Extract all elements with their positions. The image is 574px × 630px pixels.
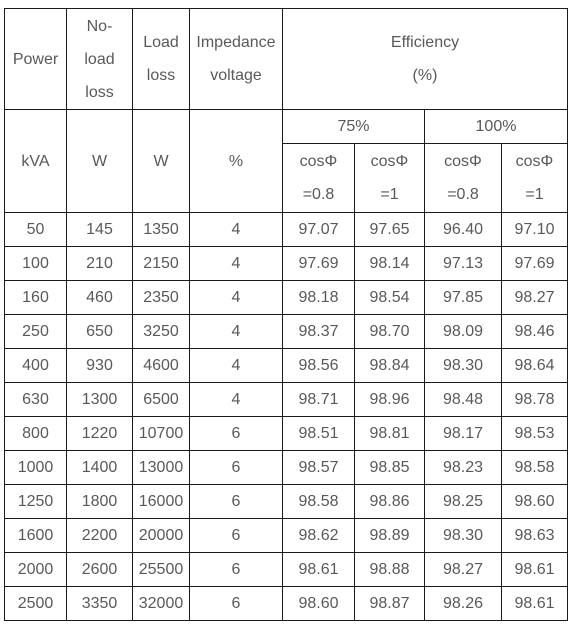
cell-eff-100-cos1: 97.10 (502, 213, 568, 247)
header-cos-08-100: cosΦ =0.8 (425, 144, 502, 213)
cell-impedance: 4 (190, 247, 283, 281)
cell-power-kva: 1250 (5, 485, 67, 519)
cell-eff-100-cos1: 97.69 (502, 247, 568, 281)
cell-eff-100-cos1: 98.61 (502, 587, 568, 621)
cell-eff-100-cos1: 98.61 (502, 553, 568, 587)
cell-noload-loss: 930 (67, 349, 133, 383)
cell-eff-75-cos1: 98.54 (355, 281, 425, 315)
header-cos-1-100: cosΦ =1 (502, 144, 568, 213)
cell-eff-75-cos1: 97.65 (355, 213, 425, 247)
cell-load-loss: 2150 (133, 247, 190, 281)
cell-load-loss: 20000 (133, 519, 190, 553)
cell-power-kva: 100 (5, 247, 67, 281)
cell-eff-100-cos1: 98.78 (502, 383, 568, 417)
cell-load-loss: 25500 (133, 553, 190, 587)
cell-load-loss: 10700 (133, 417, 190, 451)
cell-eff-100-cos1: 98.53 (502, 417, 568, 451)
cell-eff-75-cos1: 98.87 (355, 587, 425, 621)
cell-eff-100-cos08: 98.30 (425, 349, 502, 383)
cell-eff-100-cos08: 97.13 (425, 247, 502, 281)
cell-noload-loss: 460 (67, 281, 133, 315)
cell-noload-loss: 2600 (67, 553, 133, 587)
cell-impedance: 6 (190, 519, 283, 553)
cell-load-loss: 1350 (133, 213, 190, 247)
unit-load: W (133, 110, 190, 213)
cell-eff-75-cos1: 98.96 (355, 383, 425, 417)
cell-eff-75-cos08: 98.56 (283, 349, 355, 383)
cell-eff-100-cos08: 98.09 (425, 315, 502, 349)
table-row (5, 485, 568, 519)
cell-impedance: 6 (190, 417, 283, 451)
cell-power-kva: 1600 (5, 519, 67, 553)
cell-eff-100-cos08: 98.25 (425, 485, 502, 519)
header-cos-08-75: cosΦ =0.8 (283, 144, 355, 213)
cell-noload-loss: 1300 (67, 383, 133, 417)
cell-eff-100-cos08: 98.23 (425, 451, 502, 485)
cell-noload-loss: 650 (67, 315, 133, 349)
table-row (5, 417, 568, 451)
cell-eff-75-cos08: 98.58 (283, 485, 355, 519)
cell-eff-100-cos1: 98.63 (502, 519, 568, 553)
cell-power-kva: 160 (5, 281, 67, 315)
cell-load-loss: 32000 (133, 587, 190, 621)
cell-load-loss: 2350 (133, 281, 190, 315)
cell-impedance: 4 (190, 315, 283, 349)
cell-power-kva: 2000 (5, 553, 67, 587)
table-row (5, 281, 568, 315)
cell-eff-75-cos08: 97.07 (283, 213, 355, 247)
cell-eff-100-cos08: 98.30 (425, 519, 502, 553)
cell-eff-75-cos1: 98.86 (355, 485, 425, 519)
cell-impedance: 4 (190, 383, 283, 417)
transformer-spec-table-container (4, 8, 568, 621)
cell-eff-75-cos08: 97.69 (283, 247, 355, 281)
cell-eff-75-cos08: 98.71 (283, 383, 355, 417)
cell-noload-loss: 1800 (67, 485, 133, 519)
cell-power-kva: 250 (5, 315, 67, 349)
cell-eff-75-cos1: 98.84 (355, 349, 425, 383)
cell-load-loss: 3250 (133, 315, 190, 349)
cell-load-loss: 13000 (133, 451, 190, 485)
cell-eff-100-cos08: 98.48 (425, 383, 502, 417)
table-row (5, 315, 568, 349)
cell-impedance: 6 (190, 451, 283, 485)
table-row (5, 213, 568, 247)
table-row (5, 587, 568, 621)
cell-load-loss: 6500 (133, 383, 190, 417)
cell-noload-loss: 145 (67, 213, 133, 247)
cell-noload-loss: 3350 (67, 587, 133, 621)
table-row (5, 519, 568, 553)
unit-power: kVA (5, 110, 67, 213)
cell-eff-75-cos08: 98.51 (283, 417, 355, 451)
table-row (5, 553, 568, 587)
cell-eff-75-cos08: 98.37 (283, 315, 355, 349)
cell-eff-75-cos1: 98.89 (355, 519, 425, 553)
cell-impedance: 4 (190, 213, 283, 247)
cell-noload-loss: 2200 (67, 519, 133, 553)
cell-impedance: 6 (190, 485, 283, 519)
table-row (5, 383, 568, 417)
header-cos-1-75: cosΦ =1 (355, 144, 425, 213)
cell-impedance: 4 (190, 281, 283, 315)
cell-eff-75-cos08: 98.18 (283, 281, 355, 315)
cell-power-kva: 50 (5, 213, 67, 247)
cell-eff-100-cos1: 98.60 (502, 485, 568, 519)
cell-eff-100-cos1: 98.64 (502, 349, 568, 383)
cell-eff-100-cos08: 97.85 (425, 281, 502, 315)
cell-impedance: 4 (190, 349, 283, 383)
header-impedance-voltage: Impedance voltage (190, 9, 283, 110)
unit-noload: W (67, 110, 133, 213)
transformer-spec-table (4, 8, 568, 621)
cell-eff-100-cos1: 98.58 (502, 451, 568, 485)
cell-noload-loss: 1400 (67, 451, 133, 485)
cell-power-kva: 2500 (5, 587, 67, 621)
cell-impedance: 6 (190, 553, 283, 587)
cell-eff-75-cos08: 98.62 (283, 519, 355, 553)
cell-power-kva: 400 (5, 349, 67, 383)
cell-eff-100-cos08: 98.26 (425, 587, 502, 621)
cell-power-kva: 800 (5, 417, 67, 451)
header-100-percent: 100% (425, 110, 568, 144)
table-row (5, 349, 568, 383)
cell-eff-100-cos1: 98.27 (502, 281, 568, 315)
cell-eff-75-cos08: 98.61 (283, 553, 355, 587)
cell-eff-75-cos08: 98.57 (283, 451, 355, 485)
cell-eff-100-cos1: 98.46 (502, 315, 568, 349)
cell-eff-75-cos1: 98.14 (355, 247, 425, 281)
table-row (5, 247, 568, 281)
cell-eff-75-cos1: 98.81 (355, 417, 425, 451)
cell-noload-loss: 1220 (67, 417, 133, 451)
cell-power-kva: 1000 (5, 451, 67, 485)
header-75-percent: 75% (283, 110, 425, 144)
cell-eff-75-cos1: 98.70 (355, 315, 425, 349)
header-load-loss: Load loss (133, 9, 190, 110)
cell-noload-loss: 210 (67, 247, 133, 281)
cell-eff-100-cos08: 98.17 (425, 417, 502, 451)
cell-power-kva: 630 (5, 383, 67, 417)
header-efficiency: Efficiency (%) (283, 9, 568, 110)
cell-eff-75-cos1: 98.85 (355, 451, 425, 485)
cell-load-loss: 16000 (133, 485, 190, 519)
cell-load-loss: 4600 (133, 349, 190, 383)
cell-eff-75-cos08: 98.60 (283, 587, 355, 621)
header-power: Power (5, 9, 67, 110)
cell-eff-100-cos08: 96.40 (425, 213, 502, 247)
cell-eff-75-cos1: 98.88 (355, 553, 425, 587)
header-noload-loss: No- load loss (67, 9, 133, 110)
unit-impedance: % (190, 110, 283, 213)
table-row (5, 451, 568, 485)
cell-eff-100-cos08: 98.27 (425, 553, 502, 587)
cell-impedance: 6 (190, 587, 283, 621)
